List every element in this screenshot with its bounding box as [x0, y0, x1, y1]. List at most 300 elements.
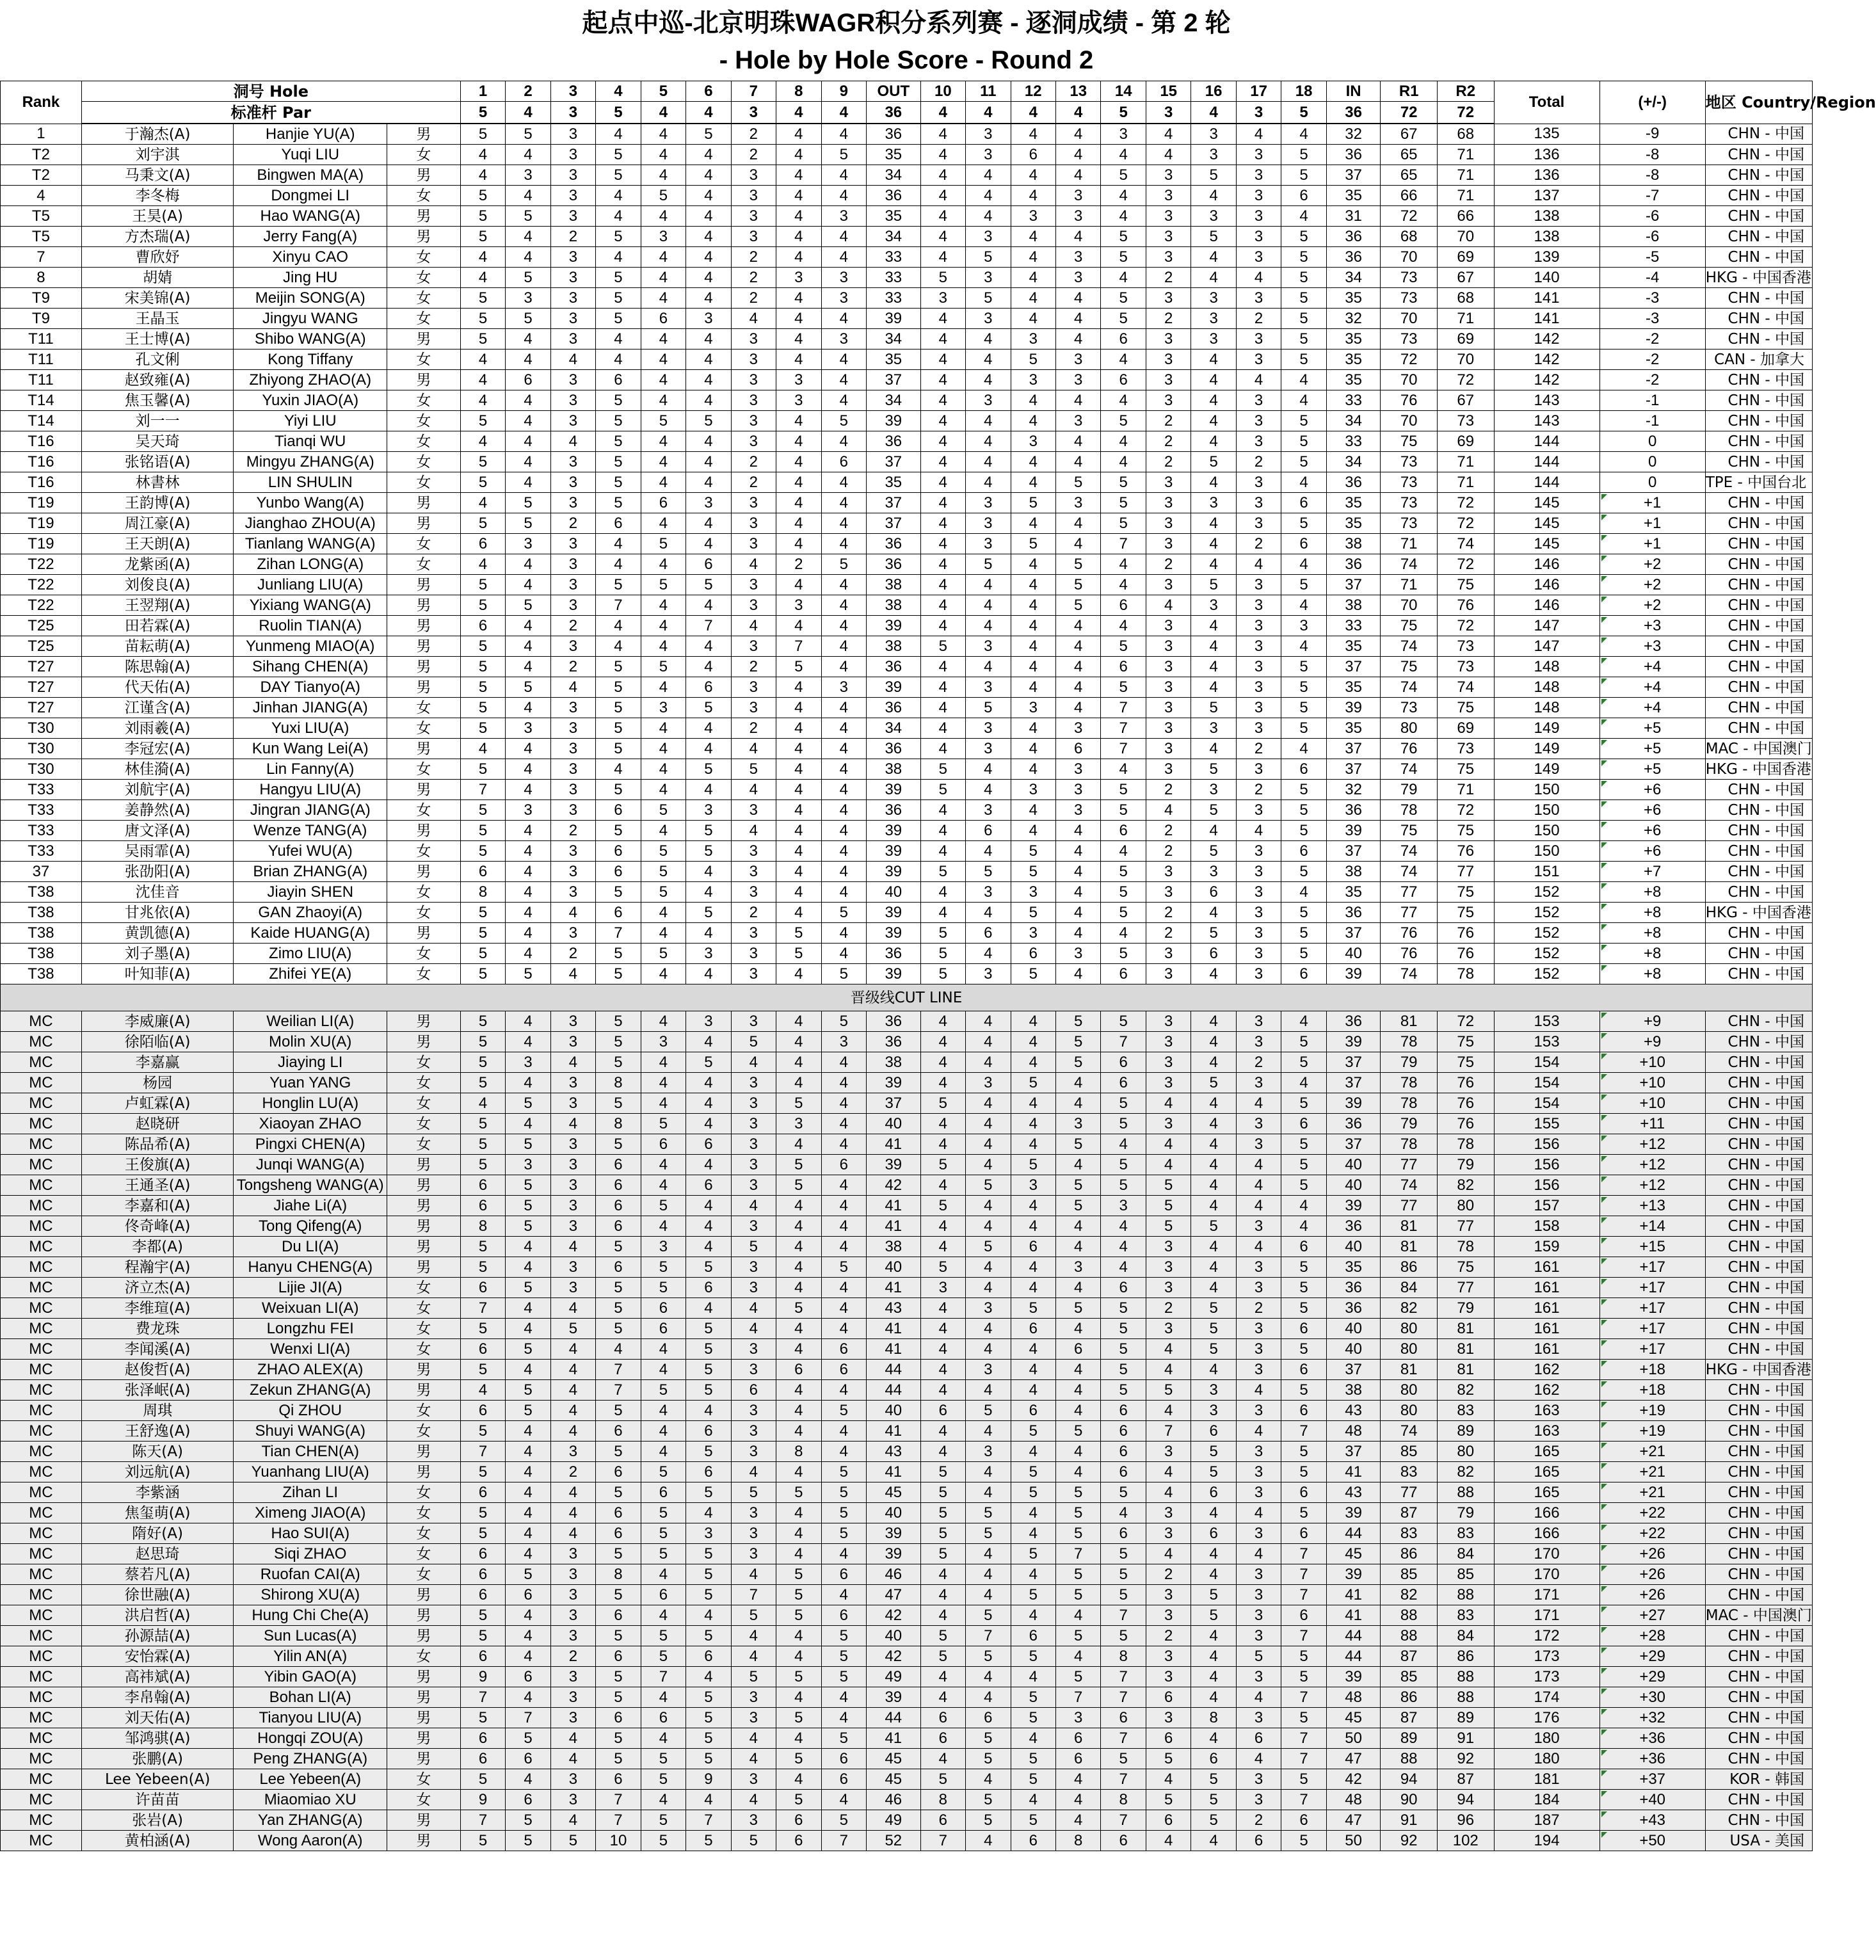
- hole-number-7: 7: [731, 81, 776, 102]
- score-4: 6: [596, 1605, 641, 1626]
- total-cell: 139: [1494, 247, 1599, 268]
- score-4: 5: [596, 1585, 641, 1605]
- score-11: 5: [966, 247, 1011, 268]
- score-18: 4: [1281, 1011, 1326, 1032]
- score-17: 3: [1236, 329, 1281, 349]
- score-4: 5: [596, 1482, 641, 1503]
- score-3: 3: [550, 636, 595, 657]
- par-value-13: 4: [1056, 102, 1101, 124]
- score-11: 4: [966, 759, 1011, 780]
- score-14: 5: [1101, 247, 1146, 268]
- gender-cell: 男: [387, 1155, 461, 1175]
- score-4: 5: [596, 411, 641, 431]
- score-10: 8: [920, 1790, 965, 1810]
- score-16: 4: [1191, 186, 1236, 206]
- par-value-10: 4: [920, 102, 965, 124]
- player-name-english: Jingyu WANG: [234, 309, 387, 329]
- score-15: 3: [1146, 1011, 1191, 1032]
- score-3: 3: [550, 288, 595, 309]
- cell-marker-icon: [1601, 535, 1607, 541]
- score-6: 5: [686, 1380, 731, 1401]
- score-11: 5: [966, 1523, 1011, 1544]
- player-name-english: Tian CHEN(A): [234, 1442, 387, 1462]
- country-cell: CHN - 中国: [1705, 1196, 1812, 1216]
- total-cell: 173: [1494, 1667, 1599, 1687]
- total-cell: 141: [1494, 288, 1599, 309]
- score-11: 4: [966, 1585, 1011, 1605]
- to-par-cell: +2: [1599, 595, 1705, 616]
- rank-cell: MC: [1, 1216, 82, 1237]
- score-14: 5: [1101, 1175, 1146, 1196]
- score-7: 3: [731, 1421, 776, 1442]
- score-6: 4: [686, 636, 731, 657]
- score-9: 4: [821, 657, 866, 677]
- total-cell: 148: [1494, 677, 1599, 698]
- score-8: 5: [776, 1790, 821, 1810]
- score-16: 3: [1191, 1380, 1236, 1401]
- gender-cell: 女: [387, 1134, 461, 1155]
- total-cell: 156: [1494, 1134, 1599, 1155]
- player-row: [1, 1114, 1813, 1134]
- score-5: 6: [641, 1134, 685, 1155]
- score-r2: 76: [1437, 1093, 1494, 1114]
- score-out: 35: [867, 349, 921, 370]
- score-16: 4: [1191, 1175, 1236, 1196]
- player-name-chinese: 王天朗(A): [81, 534, 234, 554]
- player-name-chinese: 王士博(A): [81, 329, 234, 349]
- player-name-chinese: 周琪: [81, 1401, 234, 1421]
- score-r1: 77: [1381, 882, 1438, 903]
- total-cell: 161: [1494, 1339, 1599, 1360]
- score-5: 4: [641, 1216, 685, 1237]
- to-par-cell: +9: [1599, 1011, 1705, 1032]
- score-in: 39: [1326, 1667, 1381, 1687]
- score-18: 5: [1281, 1380, 1326, 1401]
- score-16: 5: [1191, 1585, 1236, 1605]
- score-10: 5: [920, 1646, 965, 1667]
- score-1: 8: [460, 882, 505, 903]
- gender-cell: 男: [387, 636, 461, 657]
- country-cell: CHN - 中国: [1705, 1626, 1812, 1646]
- score-7: 3: [731, 862, 776, 882]
- score-4: 4: [596, 186, 641, 206]
- score-1: 5: [460, 800, 505, 821]
- country-cell: CHN - 中国: [1705, 595, 1812, 616]
- player-row: [1, 1708, 1813, 1728]
- total-cell: 142: [1494, 370, 1599, 390]
- total-cell: 155: [1494, 1114, 1599, 1134]
- score-11: 4: [966, 1564, 1011, 1585]
- score-6: 5: [686, 1564, 731, 1585]
- score-12: 5: [1011, 1073, 1055, 1093]
- score-16: 5: [1191, 1073, 1236, 1093]
- score-5: 5: [641, 841, 685, 862]
- player-name-english: Molin XU(A): [234, 1032, 387, 1052]
- score-7: 3: [731, 493, 776, 513]
- score-16: 5: [1191, 1462, 1236, 1482]
- score-2: 5: [506, 1810, 550, 1831]
- score-7: 5: [731, 1032, 776, 1052]
- score-5: 5: [641, 1544, 685, 1564]
- score-r2: 78: [1437, 1134, 1494, 1155]
- score-5: 6: [641, 1708, 685, 1728]
- score-12: 3: [1011, 431, 1055, 452]
- player-name-english: Mingyu ZHANG(A): [234, 452, 387, 472]
- score-in: 43: [1326, 1401, 1381, 1421]
- score-9: 6: [821, 1749, 866, 1769]
- player-name-english: Tianqi WU: [234, 431, 387, 452]
- score-16: 5: [1191, 1605, 1236, 1626]
- score-4: 6: [596, 1769, 641, 1790]
- total-header: Total: [1494, 81, 1599, 124]
- cell-marker-icon: [1601, 1013, 1607, 1018]
- rank-cell: T16: [1, 452, 82, 472]
- score-r1: 75: [1381, 821, 1438, 841]
- score-in: 40: [1326, 944, 1381, 964]
- score-14: 4: [1101, 554, 1146, 575]
- score-in: 35: [1326, 329, 1381, 349]
- to-par-cell: +8: [1599, 964, 1705, 984]
- total-cell: 156: [1494, 1175, 1599, 1196]
- player-row: [1, 1032, 1813, 1052]
- score-11: 6: [966, 1708, 1011, 1728]
- score-in: 41: [1326, 1585, 1381, 1605]
- rank-cell: MC: [1, 1093, 82, 1114]
- player-row: [1, 1687, 1813, 1708]
- score-17: 3: [1236, 1442, 1281, 1462]
- score-13: 5: [1056, 1175, 1101, 1196]
- score-6: 4: [686, 1401, 731, 1421]
- score-16: 4: [1191, 1011, 1236, 1032]
- country-cell: CHN - 中国: [1705, 1728, 1812, 1749]
- cell-marker-icon: [1601, 1730, 1607, 1735]
- score-10: 4: [920, 616, 965, 636]
- to-par-cell: +36: [1599, 1728, 1705, 1749]
- player-row: [1, 1339, 1813, 1360]
- score-out: 39: [867, 677, 921, 698]
- rank-cell: T16: [1, 431, 82, 452]
- score-12: 4: [1011, 616, 1055, 636]
- score-5: 4: [641, 247, 685, 268]
- score-13: 4: [1056, 1155, 1101, 1175]
- par-value-6: 4: [686, 102, 731, 124]
- to-par-cell: -9: [1599, 124, 1705, 145]
- score-1: 5: [460, 657, 505, 677]
- score-2: 5: [506, 964, 550, 984]
- score-9: 4: [821, 800, 866, 821]
- score-16: 3: [1191, 493, 1236, 513]
- hole-number-1: 1: [460, 81, 505, 102]
- score-17: 3: [1236, 1564, 1281, 1585]
- score-r1: 78: [1381, 1032, 1438, 1052]
- score-11: 4: [966, 1687, 1011, 1708]
- score-13: 5: [1056, 1298, 1101, 1319]
- hole-number-17: 17: [1236, 81, 1281, 102]
- score-7: 4: [731, 1298, 776, 1319]
- score-9: 4: [821, 1278, 866, 1298]
- total-cell: 165: [1494, 1462, 1599, 1482]
- score-in: 37: [1326, 841, 1381, 862]
- to-par-cell: +1: [1599, 534, 1705, 554]
- player-name-english: Kaide HUANG(A): [234, 923, 387, 944]
- rank-cell: T19: [1, 513, 82, 534]
- score-4: 5: [596, 1093, 641, 1114]
- score-8: 6: [776, 1810, 821, 1831]
- score-8: 6: [776, 1831, 821, 1851]
- score-8: 4: [776, 1011, 821, 1032]
- score-7: 3: [731, 1523, 776, 1544]
- score-14: 5: [1101, 1544, 1146, 1564]
- score-8: 4: [776, 513, 821, 534]
- score-16: 3: [1191, 288, 1236, 309]
- player-name-english: Miaomiao XU: [234, 1790, 387, 1810]
- score-9: 4: [821, 534, 866, 554]
- score-5: 5: [641, 575, 685, 595]
- score-in: 37: [1326, 1442, 1381, 1462]
- score-8: 5: [776, 1667, 821, 1687]
- player-row: [1, 431, 1813, 452]
- score-12: 4: [1011, 309, 1055, 329]
- score-2: 6: [506, 1667, 550, 1687]
- score-11: 3: [966, 513, 1011, 534]
- score-17: 3: [1236, 1790, 1281, 1810]
- score-3: 3: [550, 309, 595, 329]
- gender-cell: 男: [387, 923, 461, 944]
- score-1: 4: [460, 370, 505, 390]
- score-13: 4: [1056, 513, 1101, 534]
- score-3: 3: [550, 1196, 595, 1216]
- gender-cell: 女: [387, 800, 461, 821]
- score-6: 3: [686, 309, 731, 329]
- player-name-chinese: 林書林: [81, 472, 234, 493]
- score-13: 4: [1056, 1442, 1101, 1462]
- score-r2: 69: [1437, 329, 1494, 349]
- score-12: 5: [1011, 1749, 1055, 1769]
- cell-marker-icon: [1601, 1299, 1607, 1305]
- score-15: 4: [1146, 1134, 1191, 1155]
- score-11: 3: [966, 145, 1011, 165]
- gender-cell: 女: [387, 472, 461, 493]
- rank-cell: T5: [1, 227, 82, 247]
- player-name-english: Ruolin TIAN(A): [234, 616, 387, 636]
- score-11: 3: [966, 124, 1011, 145]
- score-13: 5: [1056, 1052, 1101, 1073]
- player-name-chinese: 孔文俐: [81, 349, 234, 370]
- score-10: 5: [920, 1155, 965, 1175]
- score-out: 46: [867, 1564, 921, 1585]
- score-r2: 88: [1437, 1667, 1494, 1687]
- total-cell: 171: [1494, 1585, 1599, 1605]
- score-12: 5: [1011, 841, 1055, 862]
- score-14: 5: [1101, 780, 1146, 800]
- score-8: 4: [776, 1646, 821, 1667]
- score-7: 3: [731, 964, 776, 984]
- score-10: 4: [920, 186, 965, 206]
- score-2: 4: [506, 1503, 550, 1523]
- rank-cell: 1: [1, 124, 82, 145]
- score-1: 5: [460, 821, 505, 841]
- score-2: 4: [506, 1605, 550, 1626]
- score-2: 4: [506, 759, 550, 780]
- par-value-17: 3: [1236, 102, 1281, 124]
- score-2: 4: [506, 903, 550, 923]
- score-11: 4: [966, 944, 1011, 964]
- country-cell: CHN - 中国: [1705, 1032, 1812, 1052]
- country-cell: CHN - 中国: [1705, 534, 1812, 554]
- score-5: 4: [641, 1073, 685, 1093]
- player-name-chinese: 刘俊良(A): [81, 575, 234, 595]
- score-14: 6: [1101, 1401, 1146, 1421]
- score-out: 36: [867, 186, 921, 206]
- score-8: 5: [776, 1749, 821, 1769]
- score-4: 5: [596, 780, 641, 800]
- score-in: 36: [1326, 247, 1381, 268]
- score-4: 8: [596, 1073, 641, 1093]
- country-cell: CHN - 中国: [1705, 1749, 1812, 1769]
- score-2: 4: [506, 472, 550, 493]
- player-row: [1, 1462, 1813, 1482]
- score-5: 4: [641, 390, 685, 411]
- score-12: 6: [1011, 944, 1055, 964]
- score-12: 3: [1011, 698, 1055, 718]
- score-18: 5: [1281, 1339, 1326, 1360]
- score-3: 3: [550, 411, 595, 431]
- score-18: 6: [1281, 1237, 1326, 1257]
- score-9: 4: [821, 1052, 866, 1073]
- score-out: 39: [867, 1687, 921, 1708]
- score-out: 42: [867, 1605, 921, 1626]
- score-9: 3: [821, 268, 866, 288]
- score-18: 5: [1281, 329, 1326, 349]
- player-name-chinese: 方杰瑞(A): [81, 227, 234, 247]
- gender-cell: 男: [387, 1380, 461, 1401]
- score-8: 4: [776, 493, 821, 513]
- player-name-english: Jiaying LI: [234, 1052, 387, 1073]
- rank-cell: MC: [1, 1667, 82, 1687]
- score-out: 39: [867, 616, 921, 636]
- rank-cell: T14: [1, 390, 82, 411]
- score-11: 3: [966, 1298, 1011, 1319]
- player-name-english: Wong Aaron(A): [234, 1831, 387, 1851]
- score-in: 37: [1326, 657, 1381, 677]
- score-17: 4: [1236, 1093, 1281, 1114]
- score-7: 2: [731, 452, 776, 472]
- rank-cell: MC: [1, 1564, 82, 1585]
- score-4: 5: [596, 493, 641, 513]
- score-10: 4: [920, 1011, 965, 1032]
- score-6: 5: [686, 821, 731, 841]
- score-10: 4: [920, 657, 965, 677]
- score-out: 45: [867, 1749, 921, 1769]
- score-3: 4: [550, 677, 595, 698]
- score-in: 37: [1326, 1360, 1381, 1380]
- cell-marker-icon: [1601, 883, 1607, 889]
- player-name-chinese: 张鹏(A): [81, 1749, 234, 1769]
- score-11: 4: [966, 165, 1011, 186]
- score-9: 5: [821, 1462, 866, 1482]
- score-9: 4: [821, 186, 866, 206]
- score-12: 4: [1011, 1216, 1055, 1237]
- score-11: 5: [966, 554, 1011, 575]
- score-8: 4: [776, 309, 821, 329]
- player-name-chinese: 刘天佑(A): [81, 1708, 234, 1728]
- score-4: 6: [596, 1175, 641, 1196]
- score-5: 5: [641, 1769, 685, 1790]
- player-name-english: Honglin LU(A): [234, 1093, 387, 1114]
- cell-marker-icon: [1601, 1463, 1607, 1469]
- score-9: 4: [821, 718, 866, 739]
- score-1: 5: [460, 1134, 505, 1155]
- score-17: 3: [1236, 636, 1281, 657]
- score-11: 5: [966, 1646, 1011, 1667]
- score-5: 4: [641, 1052, 685, 1073]
- score-r1: 90: [1381, 1790, 1438, 1810]
- score-7: 3: [731, 1503, 776, 1523]
- score-17: 3: [1236, 1605, 1281, 1626]
- score-18: 5: [1281, 1175, 1326, 1196]
- total-cell: 144: [1494, 431, 1599, 452]
- score-18: 6: [1281, 1605, 1326, 1626]
- gender-cell: 女: [387, 288, 461, 309]
- score-11: 4: [966, 1278, 1011, 1298]
- score-11: 3: [966, 739, 1011, 759]
- score-10: 4: [920, 390, 965, 411]
- score-11: 4: [966, 452, 1011, 472]
- score-out: 45: [867, 1482, 921, 1503]
- score-r2: 76: [1437, 1114, 1494, 1134]
- player-name-chinese: 孙源喆(A): [81, 1626, 234, 1646]
- total-cell: 152: [1494, 964, 1599, 984]
- country-cell: CHN - 中国: [1705, 1708, 1812, 1728]
- score-5: 5: [641, 1831, 685, 1851]
- score-5: 4: [641, 595, 685, 616]
- score-in: 48: [1326, 1687, 1381, 1708]
- player-name-chinese: 沈佳音: [81, 882, 234, 903]
- gender-cell: 男: [387, 1626, 461, 1646]
- score-6: 4: [686, 1298, 731, 1319]
- cell-marker-icon: [1601, 945, 1607, 951]
- score-in: 37: [1326, 1073, 1381, 1093]
- player-name-chinese: 马秉文(A): [81, 165, 234, 186]
- score-9: 5: [821, 1667, 866, 1687]
- score-6: 5: [686, 1831, 731, 1851]
- score-4: 4: [596, 1339, 641, 1360]
- player-name-english: Xinyu CAO: [234, 247, 387, 268]
- score-out: 39: [867, 309, 921, 329]
- to-par-cell: +6: [1599, 780, 1705, 800]
- score-r1: 74: [1381, 1421, 1438, 1442]
- score-3: 4: [550, 1421, 595, 1442]
- score-9: 4: [821, 1708, 866, 1728]
- score-18: 7: [1281, 1728, 1326, 1749]
- score-7: 3: [731, 1155, 776, 1175]
- score-5: 4: [641, 1564, 685, 1585]
- score-r1: 78: [1381, 1134, 1438, 1155]
- score-10: 4: [920, 1360, 965, 1380]
- score-in: 38: [1326, 595, 1381, 616]
- score-18: 5: [1281, 657, 1326, 677]
- score-3: 3: [550, 1155, 595, 1175]
- score-12: 3: [1011, 329, 1055, 349]
- rank-cell: MC: [1, 1401, 82, 1421]
- score-14: 4: [1101, 759, 1146, 780]
- score-5: 4: [641, 452, 685, 472]
- score-14: 6: [1101, 595, 1146, 616]
- score-2: 4: [506, 1442, 550, 1462]
- score-14: 4: [1101, 452, 1146, 472]
- gender-cell: 男: [387, 1011, 461, 1032]
- score-12: 4: [1011, 268, 1055, 288]
